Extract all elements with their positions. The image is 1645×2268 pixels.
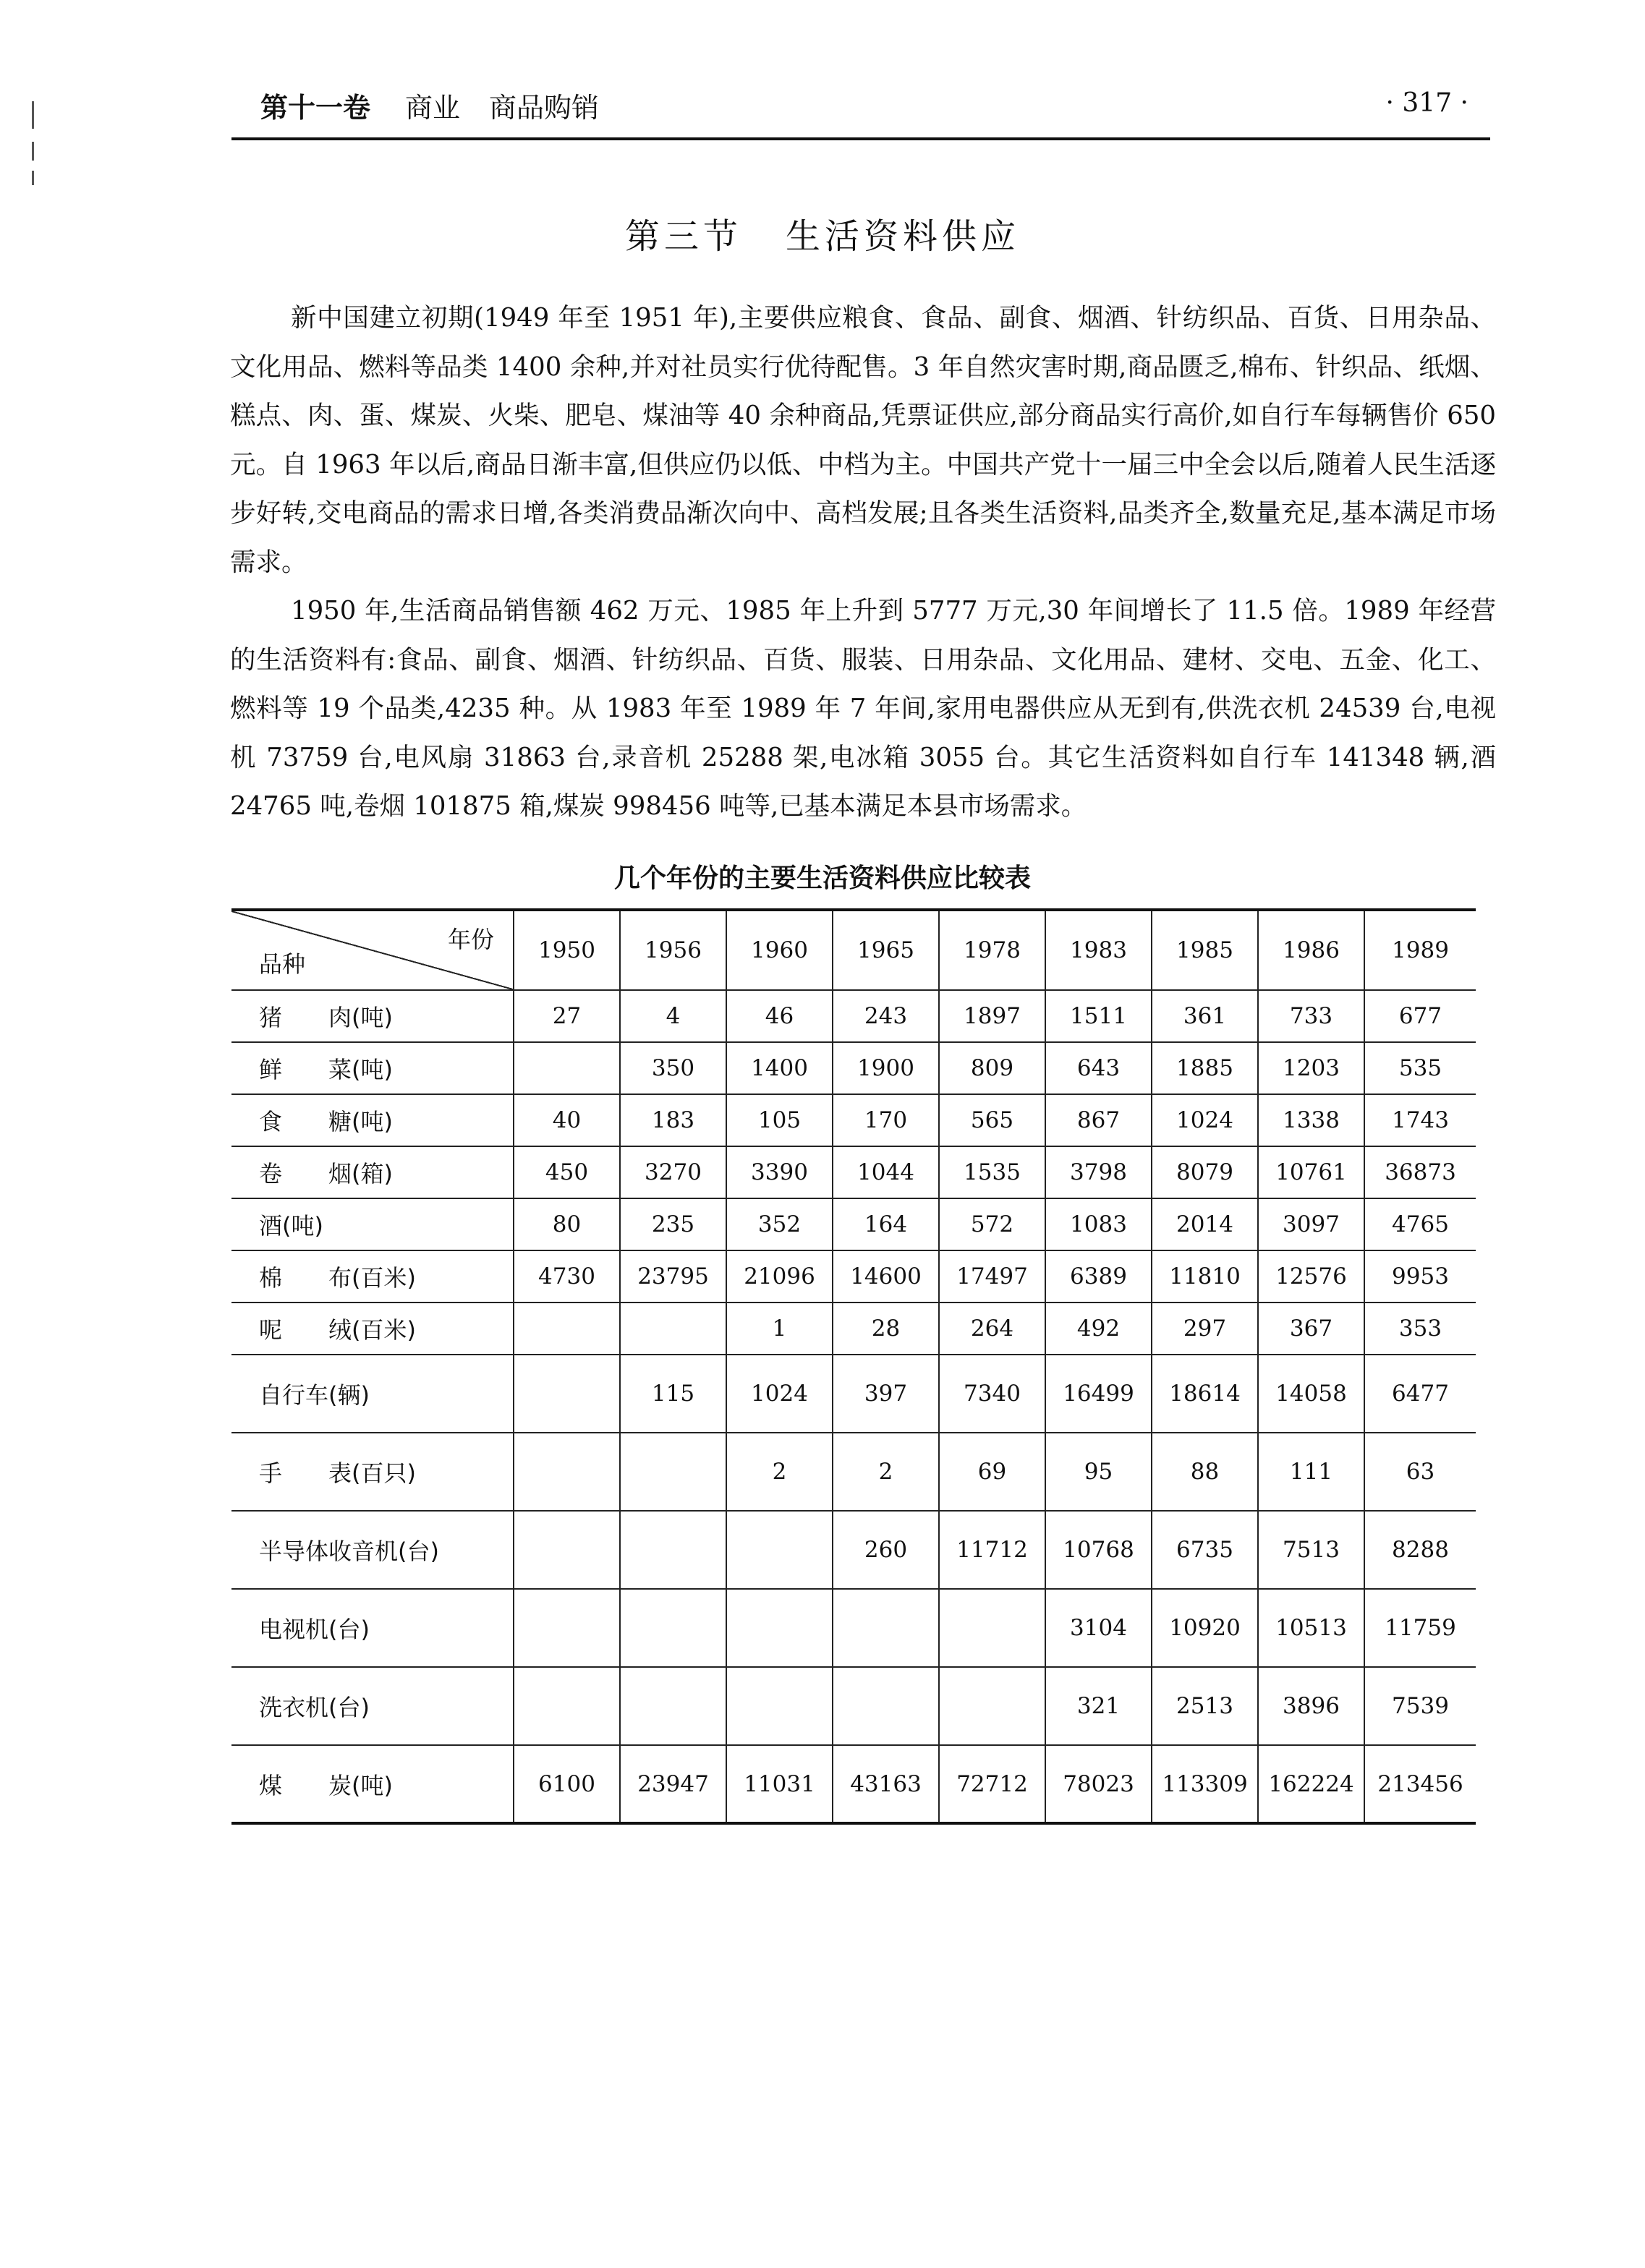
- header-breadcrumb: [260, 85, 628, 125]
- item-name-cell: 手 表(百只): [231, 1433, 514, 1511]
- value-cell: 565: [939, 1094, 1045, 1146]
- scan-mark: [32, 171, 34, 185]
- value-cell: 1083: [1045, 1198, 1152, 1250]
- value-cell: 21096: [726, 1250, 833, 1303]
- value-cell: 183: [620, 1094, 726, 1146]
- table-row: [231, 1745, 1476, 1823]
- value-cell: 4: [620, 990, 726, 1042]
- value-cell: 397: [833, 1355, 939, 1433]
- value-cell: 111: [1258, 1433, 1364, 1511]
- value-cell: 353: [1364, 1303, 1476, 1355]
- value-cell: 260: [833, 1511, 939, 1589]
- value-cell: 3104: [1045, 1589, 1152, 1667]
- year-header: 1983: [1045, 910, 1152, 990]
- corner-year-label: 年份: [447, 926, 494, 953]
- value-cell: 11031: [726, 1745, 833, 1823]
- header-chapter: 商业: [405, 92, 461, 124]
- value-cell: 46: [726, 990, 833, 1042]
- value-cell: 213456: [1364, 1745, 1476, 1823]
- value-cell: 733: [1258, 990, 1364, 1042]
- value-cell: 113309: [1152, 1745, 1258, 1823]
- value-cell: 80: [514, 1198, 620, 1250]
- value-cell: 235: [620, 1198, 726, 1250]
- value-cell: [939, 1667, 1045, 1745]
- table-header-row: [231, 910, 1476, 990]
- value-cell: [514, 1042, 620, 1094]
- value-cell: 350: [620, 1042, 726, 1094]
- table-row: [231, 1433, 1476, 1511]
- item-name-cell: 卷 烟(箱): [231, 1146, 514, 1198]
- value-cell: 10513: [1258, 1589, 1364, 1667]
- value-cell: 10761: [1258, 1146, 1364, 1198]
- table-row: [231, 1094, 1476, 1146]
- value-cell: [939, 1589, 1045, 1667]
- value-cell: 243: [833, 990, 939, 1042]
- value-cell: 11810: [1152, 1250, 1258, 1303]
- value-cell: 6100: [514, 1745, 620, 1823]
- value-cell: 450: [514, 1146, 620, 1198]
- section-number: 第三节: [624, 216, 742, 257]
- value-cell: 3390: [726, 1146, 833, 1198]
- value-cell: [726, 1667, 833, 1745]
- value-cell: 18614: [1152, 1355, 1258, 1433]
- value-cell: 14058: [1258, 1355, 1364, 1433]
- item-name-cell: 猪 肉(吨): [231, 990, 514, 1042]
- value-cell: 1400: [726, 1042, 833, 1094]
- year-header: 1986: [1258, 910, 1364, 990]
- value-cell: 40: [514, 1094, 620, 1146]
- value-cell: 867: [1045, 1094, 1152, 1146]
- value-cell: 16499: [1045, 1355, 1152, 1433]
- value-cell: 1511: [1045, 990, 1152, 1042]
- value-cell: 2: [726, 1433, 833, 1511]
- value-cell: [514, 1667, 620, 1745]
- value-cell: 535: [1364, 1042, 1476, 1094]
- value-cell: 88: [1152, 1433, 1258, 1511]
- value-cell: 3097: [1258, 1198, 1364, 1250]
- value-cell: 367: [1258, 1303, 1364, 1355]
- value-cell: 492: [1045, 1303, 1152, 1355]
- value-cell: 4765: [1364, 1198, 1476, 1250]
- value-cell: 677: [1364, 990, 1476, 1042]
- value-cell: 115: [620, 1355, 726, 1433]
- table-row: [231, 1667, 1476, 1745]
- value-cell: 11759: [1364, 1589, 1476, 1667]
- value-cell: 10920: [1152, 1589, 1258, 1667]
- item-name-cell: 煤 炭(吨): [231, 1745, 514, 1823]
- value-cell: 11712: [939, 1511, 1045, 1589]
- value-cell: [833, 1589, 939, 1667]
- value-cell: [726, 1589, 833, 1667]
- scan-mark: [32, 142, 34, 161]
- value-cell: [620, 1589, 726, 1667]
- value-cell: 69: [939, 1433, 1045, 1511]
- value-cell: [620, 1433, 726, 1511]
- year-header: 1956: [620, 910, 726, 990]
- value-cell: 7340: [939, 1355, 1045, 1433]
- value-cell: 6389: [1045, 1250, 1152, 1303]
- year-header: 1978: [939, 910, 1045, 990]
- value-cell: 264: [939, 1303, 1045, 1355]
- value-cell: 7513: [1258, 1511, 1364, 1589]
- value-cell: [514, 1303, 620, 1355]
- value-cell: 1743: [1364, 1094, 1476, 1146]
- corner-header-cell: [231, 910, 514, 990]
- value-cell: 3896: [1258, 1667, 1364, 1745]
- value-cell: [833, 1667, 939, 1745]
- value-cell: 2513: [1152, 1667, 1258, 1745]
- scan-mark: [32, 101, 34, 129]
- value-cell: 1897: [939, 990, 1045, 1042]
- paragraph: 新中国建立初期(1949 年至 1951 年),主要供应粮食、食品、副食、烟酒、针纺织品、百货、日用杂品、文化用品、燃料等品类 1400 余种,并对社员实行优待配售。3 年自然灾害时期,商品匮乏,棉布、针织品、纸烟、糕点、肉、蛋、煤炭、火柴、肥皂、煤油等 40 余种商品,凭票证供应,部分商品实行高价,如自行车每辆售价 650 元。自 1963 年以后,商品日渐丰富,但供应仍以低、中档为主。中国共产党十一届三中全会以后,随着人民生活逐步好转,交电商品的需求日增,各类消费品渐次向中、高档发展;且各类生活资料,品类齐全,数量充足,基本满足市场需求。: [230, 303, 1496, 577]
- value-cell: 352: [726, 1198, 833, 1250]
- value-cell: 8288: [1364, 1511, 1476, 1589]
- value-cell: 36873: [1364, 1146, 1476, 1198]
- value-cell: 43163: [833, 1745, 939, 1823]
- value-cell: 6735: [1152, 1511, 1258, 1589]
- value-cell: 17497: [939, 1250, 1045, 1303]
- section-name: 生活资料供应: [786, 216, 1021, 257]
- value-cell: 72712: [939, 1745, 1045, 1823]
- value-cell: 95: [1045, 1433, 1152, 1511]
- year-header: 1960: [726, 910, 833, 990]
- year-header: 1950: [514, 910, 620, 990]
- value-cell: 78023: [1045, 1745, 1152, 1823]
- item-name-cell: 洗衣机(台): [231, 1667, 514, 1745]
- item-name-cell: 电视机(台): [231, 1589, 514, 1667]
- table-row: [231, 1355, 1476, 1433]
- value-cell: 1024: [726, 1355, 833, 1433]
- value-cell: 809: [939, 1042, 1045, 1094]
- supply-comparison-table: [231, 908, 1476, 1825]
- value-cell: 1885: [1152, 1042, 1258, 1094]
- value-cell: 170: [833, 1094, 939, 1146]
- value-cell: 1338: [1258, 1094, 1364, 1146]
- value-cell: [514, 1589, 620, 1667]
- value-cell: 1203: [1258, 1042, 1364, 1094]
- header-volume: 第十一卷: [260, 92, 371, 124]
- table-row: [231, 1250, 1476, 1303]
- running-header: [231, 85, 1490, 140]
- section-title: [0, 208, 1645, 258]
- table-row: [231, 990, 1476, 1042]
- item-name-cell: 酒(吨): [231, 1198, 514, 1250]
- value-cell: 162224: [1258, 1745, 1364, 1823]
- value-cell: 361: [1152, 990, 1258, 1042]
- item-name-cell: 半导体收音机(台): [231, 1511, 514, 1589]
- table-row: [231, 1146, 1476, 1198]
- value-cell: [620, 1667, 726, 1745]
- value-cell: 572: [939, 1198, 1045, 1250]
- value-cell: 28: [833, 1303, 939, 1355]
- value-cell: 23795: [620, 1250, 726, 1303]
- item-name-cell: 食 糖(吨): [231, 1094, 514, 1146]
- table-row: [231, 1589, 1476, 1667]
- value-cell: 1024: [1152, 1094, 1258, 1146]
- value-cell: 4730: [514, 1250, 620, 1303]
- value-cell: 63: [1364, 1433, 1476, 1511]
- page-number: · 317 ·: [1385, 88, 1468, 118]
- value-cell: 297: [1152, 1303, 1258, 1355]
- value-cell: 3270: [620, 1146, 726, 1198]
- value-cell: 9953: [1364, 1250, 1476, 1303]
- value-cell: 3798: [1045, 1146, 1152, 1198]
- value-cell: 6477: [1364, 1355, 1476, 1433]
- value-cell: 2: [833, 1433, 939, 1511]
- table-row: [231, 1511, 1476, 1589]
- header-section: 商品购销: [489, 92, 600, 124]
- table-row: [231, 1303, 1476, 1355]
- value-cell: [514, 1355, 620, 1433]
- item-name-cell: 鲜 菜(吨): [231, 1042, 514, 1094]
- year-header: 1985: [1152, 910, 1258, 990]
- value-cell: 321: [1045, 1667, 1152, 1745]
- value-cell: 27: [514, 990, 620, 1042]
- table-row: [231, 1042, 1476, 1094]
- paragraph: 1950 年,生活商品销售额 462 万元、1985 年上升到 5777 万元,30 年间增长了 11.5 倍。1989 年经营的生活资料有:食品、副食、烟酒、针纺织品、百货、服装、日用杂品、文化用品、建材、交电、五金、化工、燃料等 19 个品类,4235 种。从 1983 年至 1989 年 7 年间,家用电器供应从无到有,供洗衣机 24539 台,电视机 73759 台,电风扇 31863 台,录音机 25288 架,电冰箱 3055 台。其它生活资料如自行车 141348 辆,酒 24765 吨,卷烟 101875 箱,煤炭 998456 吨等,已基本满足本县市场需求。: [230, 596, 1496, 821]
- value-cell: 12576: [1258, 1250, 1364, 1303]
- value-cell: 8079: [1152, 1146, 1258, 1198]
- value-cell: 7539: [1364, 1667, 1476, 1745]
- corner-item-label: 品种: [259, 950, 306, 978]
- table-row: [231, 1198, 1476, 1250]
- value-cell: 14600: [833, 1250, 939, 1303]
- value-cell: 105: [726, 1094, 833, 1146]
- item-name-cell: 自行车(辆): [231, 1355, 514, 1433]
- value-cell: [726, 1511, 833, 1589]
- year-header: 1989: [1364, 910, 1476, 990]
- item-name-cell: 棉 布(百米): [231, 1250, 514, 1303]
- year-header: 1965: [833, 910, 939, 990]
- item-name-cell: 呢 绒(百米): [231, 1303, 514, 1355]
- table-title: 几个年份的主要生活资料供应比较表: [613, 864, 1031, 893]
- value-cell: 1900: [833, 1042, 939, 1094]
- value-cell: 1: [726, 1303, 833, 1355]
- value-cell: [514, 1433, 620, 1511]
- value-cell: 10768: [1045, 1511, 1152, 1589]
- value-cell: [514, 1511, 620, 1589]
- body-text: [230, 294, 1496, 831]
- value-cell: 1535: [939, 1146, 1045, 1198]
- value-cell: 2014: [1152, 1198, 1258, 1250]
- value-cell: [620, 1511, 726, 1589]
- value-cell: 643: [1045, 1042, 1152, 1094]
- value-cell: 23947: [620, 1745, 726, 1823]
- value-cell: [620, 1303, 726, 1355]
- value-cell: 1044: [833, 1146, 939, 1198]
- value-cell: 164: [833, 1198, 939, 1250]
